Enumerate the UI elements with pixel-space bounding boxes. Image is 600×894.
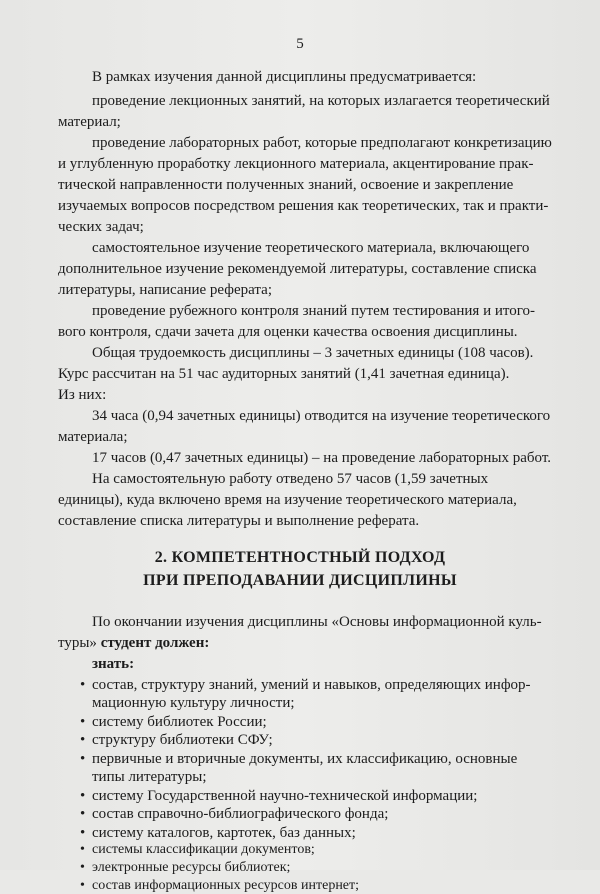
lab-line-5: ческих задач; <box>58 219 144 235</box>
independent-line-3: составление списка литературы и выполнение реферата. <box>58 513 420 529</box>
list-item: систему каталогов, картотек, баз данных; <box>92 825 356 841</box>
list-item-cont: мационную культуру личности; <box>92 695 295 711</box>
list-item-cont: типы литературы; <box>92 769 207 785</box>
section-title-line-1: 2. КОМПЕТЕНТНОСТНЫЙ ПОДХОД <box>154 549 446 566</box>
list-item: состав справочно-библиографического фонда; <box>92 806 389 822</box>
lab-line-3: тической направленности полученных знаний, освоение и закрепление <box>58 177 514 193</box>
self-line-3: литературы, написание реферата; <box>58 282 272 298</box>
independent-line-1: На самостоятельную работу отведено 57 часов (1,59 зачетных <box>92 471 489 487</box>
section-para-line-2: туры» студент должен: <box>58 635 210 651</box>
section-para-line-1: По окончании изучения дисциплины «Основы информационной куль- <box>92 614 542 630</box>
list-item: системы классификации документов; <box>92 842 315 857</box>
bullet-icon: • <box>80 714 86 730</box>
lecture-line-2: материал; <box>58 114 121 130</box>
bullet-icon: • <box>80 732 86 748</box>
bullet-icon: • <box>80 825 86 841</box>
list-item: структуру библиотеки СФУ; <box>92 732 273 748</box>
bullet-icon: • <box>80 677 86 693</box>
lab-line-4: изучаемых вопросов посредством решения как теоретических, так и практи- <box>58 198 549 214</box>
total-line-3: Из них: <box>58 387 107 403</box>
self-line-2: дополнительное изучение рекомендуемой литературы, составление списка <box>58 261 537 277</box>
section-title-line-2: ПРИ ПРЕПОДАВАНИИ ДИСЦИПЛИНЫ <box>143 572 457 589</box>
self-line-1: самостоятельное изучение теоретического материала, включающего <box>92 240 530 256</box>
know-label: знать: <box>92 656 135 672</box>
list-item: электронные ресурсы библиотек; <box>92 860 291 875</box>
total-line-1: Общая трудоемкость дисциплины – 3 зачетных единицы (108 часов). <box>92 345 534 361</box>
page-number: 5 <box>296 36 304 52</box>
total-line-2: Курс рассчитан на 51 час аудиторных занятий (1,41 зачетная единица). <box>58 366 510 382</box>
bullet-icon: • <box>80 806 86 822</box>
list-item: первичные и вторичные документы, их классификацию, основные <box>92 751 518 767</box>
bullet-icon: • <box>80 751 86 767</box>
intro-lead: В рамках изучения данной дисциплины предусматривается: <box>92 69 477 85</box>
lab-line-1: проведение лабораторных работ, которые предполагают конкретизацию <box>92 135 552 151</box>
bullet-icon: • <box>80 842 85 857</box>
labs-hours-line: 17 часов (0,47 зачетных единицы) – на проведение лабораторных работ. <box>92 450 552 466</box>
list-item: систему Государственной научно-технической информации; <box>92 788 478 804</box>
lab-line-2: и углубленную проработку лекционного материала, акцентирование прак- <box>58 156 534 172</box>
independent-line-2: единицы), куда включено время на изучение теоретического материала, <box>58 492 517 508</box>
list-item: систему библиотек России; <box>92 714 267 730</box>
list-item: состав, структуру знаний, умений и навыков, определяющих инфор- <box>92 677 531 693</box>
control-line-1: проведение рубежного контроля знаний путем тестирования и итого- <box>92 303 536 319</box>
bullet-icon: • <box>80 788 86 804</box>
theory-line-1: 34 часа (0,94 зачетных единицы) отводится на изучение теоретического <box>92 408 551 424</box>
bullet-icon: • <box>80 878 85 893</box>
control-line-2: вого контроля, сдачи зачета для оценки качества освоения дисциплины. <box>58 324 518 340</box>
bullet-icon: • <box>80 860 85 875</box>
theory-line-2: материала; <box>58 429 128 445</box>
list-item: состав информационных ресурсов интернет; <box>92 878 360 893</box>
lecture-line-1: проведение лекционных занятий, на которых излагается теоретический <box>92 93 550 109</box>
